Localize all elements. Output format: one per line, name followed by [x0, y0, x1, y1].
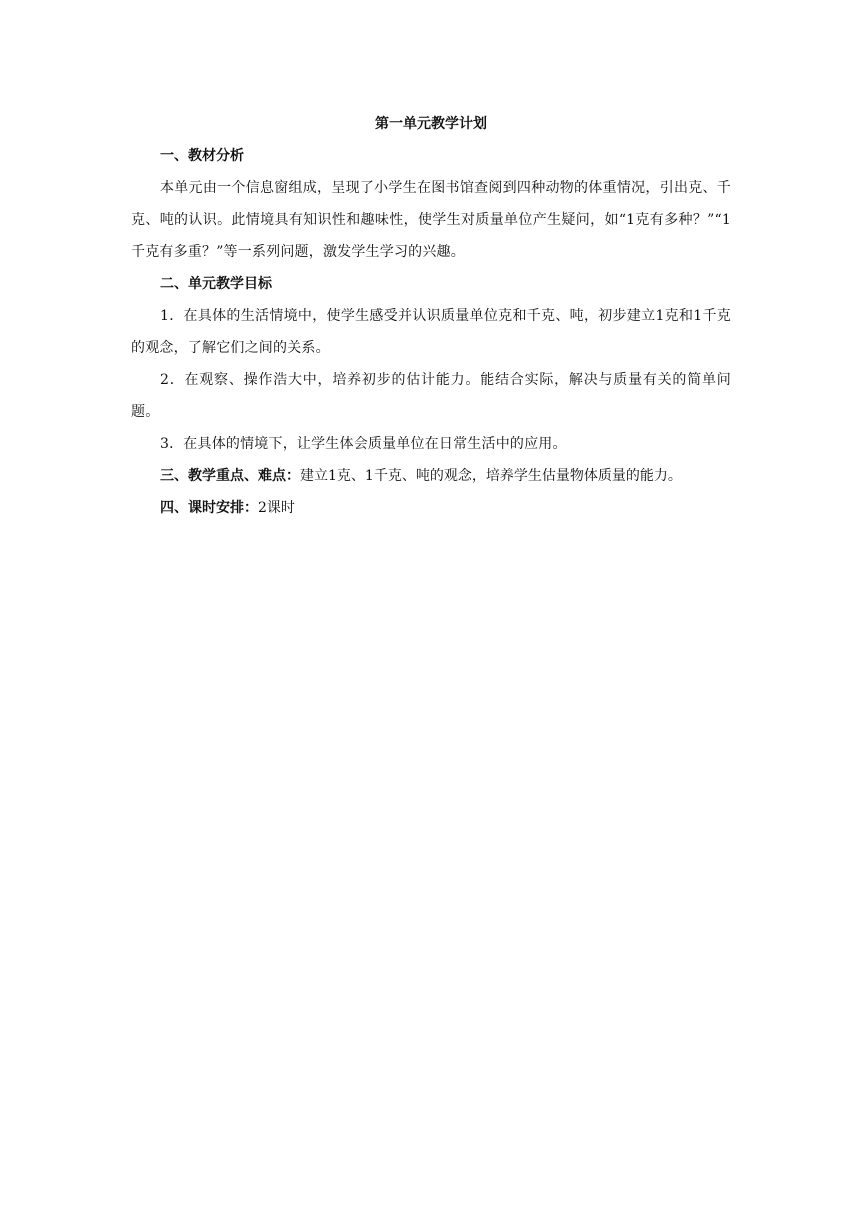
goal-item: 1．在具体的生活情境中，使学生感受并认识质量单位克和千克、吨，初步建立1克和1千克的观念，了解它们之间的关系。: [131, 308, 731, 356]
document-page: [131, 108, 731, 524]
section-heading-textbook-analysis: 一、教材分析: [160, 148, 244, 164]
section-heading-unit-goals: 二、单元教学目标: [160, 276, 272, 292]
schedule-line: [131, 492, 731, 524]
schedule-label: 四、课时安排：: [160, 500, 258, 516]
key-points-text: 建立1克、1千克、吨的观念，培养学生估量物体质量的能力。: [300, 468, 682, 484]
textbook-analysis-paragraph: 本单元由一个信息窗组成，呈现了小学生在图书馆查阅到四种动物的体重情况，引出克、千克、吨的认识。此情境具有知识性和趣味性，使学生对质量单位产生疑问，如“1克有多种？”“1千克有多重？”等一系列问题，激发学生学习的兴趣。: [131, 180, 731, 260]
goal-item: 2．在观察、操作浩大中，培养初步的估计能力。能结合实际，解决与质量有关的简单问题。: [131, 372, 731, 420]
key-points-label: 三、教学重点、难点：: [160, 468, 300, 484]
goal-item: 3．在具体的情境下，让学生体会质量单位在日常生活中的应用。: [160, 436, 567, 452]
schedule-text: 2课时: [258, 500, 295, 516]
key-points-line: [131, 460, 731, 492]
document-title: 第一单元教学计划: [375, 116, 487, 132]
